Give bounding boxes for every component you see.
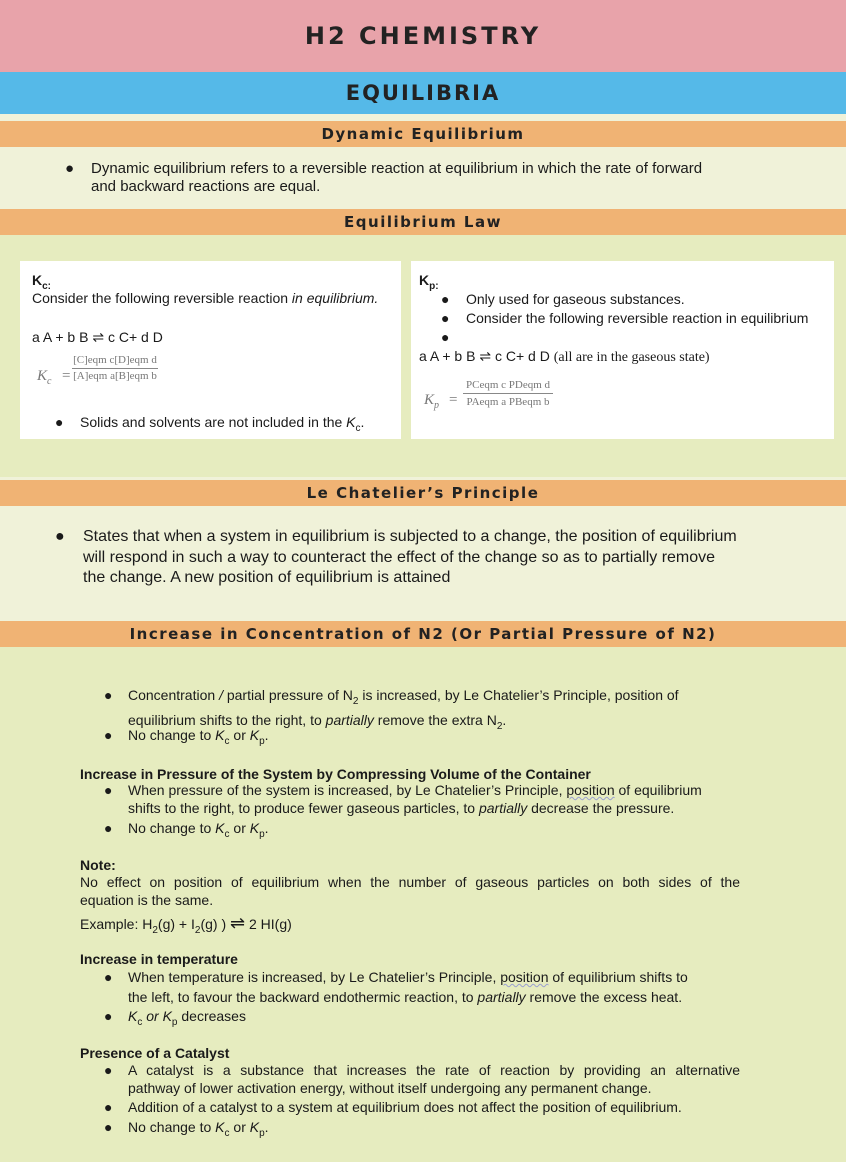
note-line-2: equation is the same. <box>80 892 214 908</box>
conc-bullet-2: ● No change to $K_c$ or $K_p$. <box>104 727 269 747</box>
kp-bullet-1: ● Only used for gaseous substances. <box>441 291 685 307</box>
temperature-bullet-2: ● $K_c$ or $K_p$ decreases <box>104 1008 246 1028</box>
kc-note: ● Solids and solvents are not included in the $K_c$. <box>55 414 365 434</box>
kp-label: $K_{p:}$ <box>419 272 439 292</box>
kp-bullet-2: ● Consider the following reversible reaction in equilibrium <box>441 310 809 326</box>
temperature-title: Increase in temperature <box>80 951 238 967</box>
kp-fraction <box>463 377 553 410</box>
kp-numerator: PCeqm c PDeqm d <box>465 379 551 391</box>
kp-equation: a A + b B ⇌ c C+ d D (all are in the gaseous state) <box>419 348 710 365</box>
conc-bullet-1: ● Concentration / partial pressure of $N_2$ is increased, by Le Chatelier’s Principle, position of equilibrium shifts to the right, to partially remove the extra $N_2$. <box>104 687 679 732</box>
kp-denominator: PAeqm a PBeqm b <box>466 396 550 408</box>
kp-bullet-empty: ● <box>441 329 450 345</box>
kp-card: $K_{p:}$ ● Only used for gaseous substances. ● Consider the following reversible reaction in equilibrium ● a A + b B ⇌ c C+ d D (all are in the gaseous state) $K_p$ = PCeqm c PDeqm d PAeqm a PBeqm b <box>411 261 834 439</box>
section-heading-dynamic: Dynamic Equilibrium <box>0 121 846 147</box>
kc-fraction <box>72 353 158 384</box>
page-title: H2 CHEMISTRY <box>0 0 846 72</box>
kc-label: $K_{c:}$ <box>32 272 52 292</box>
kc-denominator: [A]eqm a[B]eqm b <box>73 370 157 382</box>
topic-title: EQUILIBRIA <box>0 72 846 114</box>
temperature-bullet-1: ● When temperature is increased, by Le Chatelier’s Principle, position of equilibrium shifts to the left, to favour the backward endothermic reaction, to partially remove the excess heat. <box>104 969 688 1005</box>
catalyst-bullet-3: ● No change to $K_c$ or $K_p$. <box>104 1119 269 1139</box>
note-example: Example: $H_2(g) + I_2(g)$ ) ⇌ 2 HI(g) <box>80 913 292 936</box>
kc-numerator: [C]eqm c[D]eqm d <box>73 354 157 366</box>
catalyst-title: Presence of a Catalyst <box>80 1045 230 1061</box>
pressure-bullet-1: ● When pressure of the system is increased, by Le Chatelier’s Principle, position of equilibrium shifts to the right, to produce fewer gaseous particles, to partially decrease the pressure. <box>104 782 702 816</box>
lechatelier-bullet: ● States that when a system in equilibrium is subjected to a change, the position of equilibrium will respond in such a way to counteract the effect of the change so as to partially remove the change. A new position of equilibrium is attained <box>55 528 737 586</box>
lechatelier-section <box>0 506 846 618</box>
note-title: Note: <box>80 857 116 873</box>
pressure-title: Increase in Pressure of the System by Compressing Volume of the Container <box>80 766 591 782</box>
kc-intro: Consider the following reversible reaction in equilibrium. <box>32 290 379 306</box>
dynamic-bullet: ● Dynamic equilibrium refers to a reversible reaction at equilibrium in which the rate of forward and backward reactions are equal. <box>65 160 703 195</box>
kc-card: $K_{c:}$ Consider the following reversible reaction in equilibrium. a A + b B ⇌ c C+ d D $K_c$ = [C]eqm c[D]eqm d [A]eqm a[B]eqm b ● Solids and solvents are not included in the $K_c$. <box>20 261 401 439</box>
pressure-bullet-2: ● No change to $K_c$ or $K_p$. <box>104 820 269 840</box>
kp-symbol: $K_p$ <box>424 392 440 411</box>
catalyst-bullet-2: ● Addition of a catalyst to a system at equilibrium does not affect the position of equilibrium. <box>104 1099 682 1115</box>
dynamic-section <box>0 147 846 207</box>
kc-symbol: $K_c$ <box>37 368 52 387</box>
section-heading-concentration: Increase in Concentration of N2 (Or Partial Pressure of N2) <box>0 621 846 647</box>
note-line-1: No effect on position of equilibrium when the number of gaseous particles on both sides of the <box>80 874 740 890</box>
section-heading-law: Equilibrium Law <box>0 209 846 235</box>
section-heading-lechatelier: Le Chatelier’s Principle <box>0 480 846 506</box>
kc-equation: a A + b B ⇌ c C+ d D <box>32 329 163 345</box>
catalyst-bullet-1: ● A catalyst is a substance that increases the rate of reaction by providing an alternative pathway of lower activation energy, without itself undergoing any permanent change. <box>104 1062 740 1096</box>
